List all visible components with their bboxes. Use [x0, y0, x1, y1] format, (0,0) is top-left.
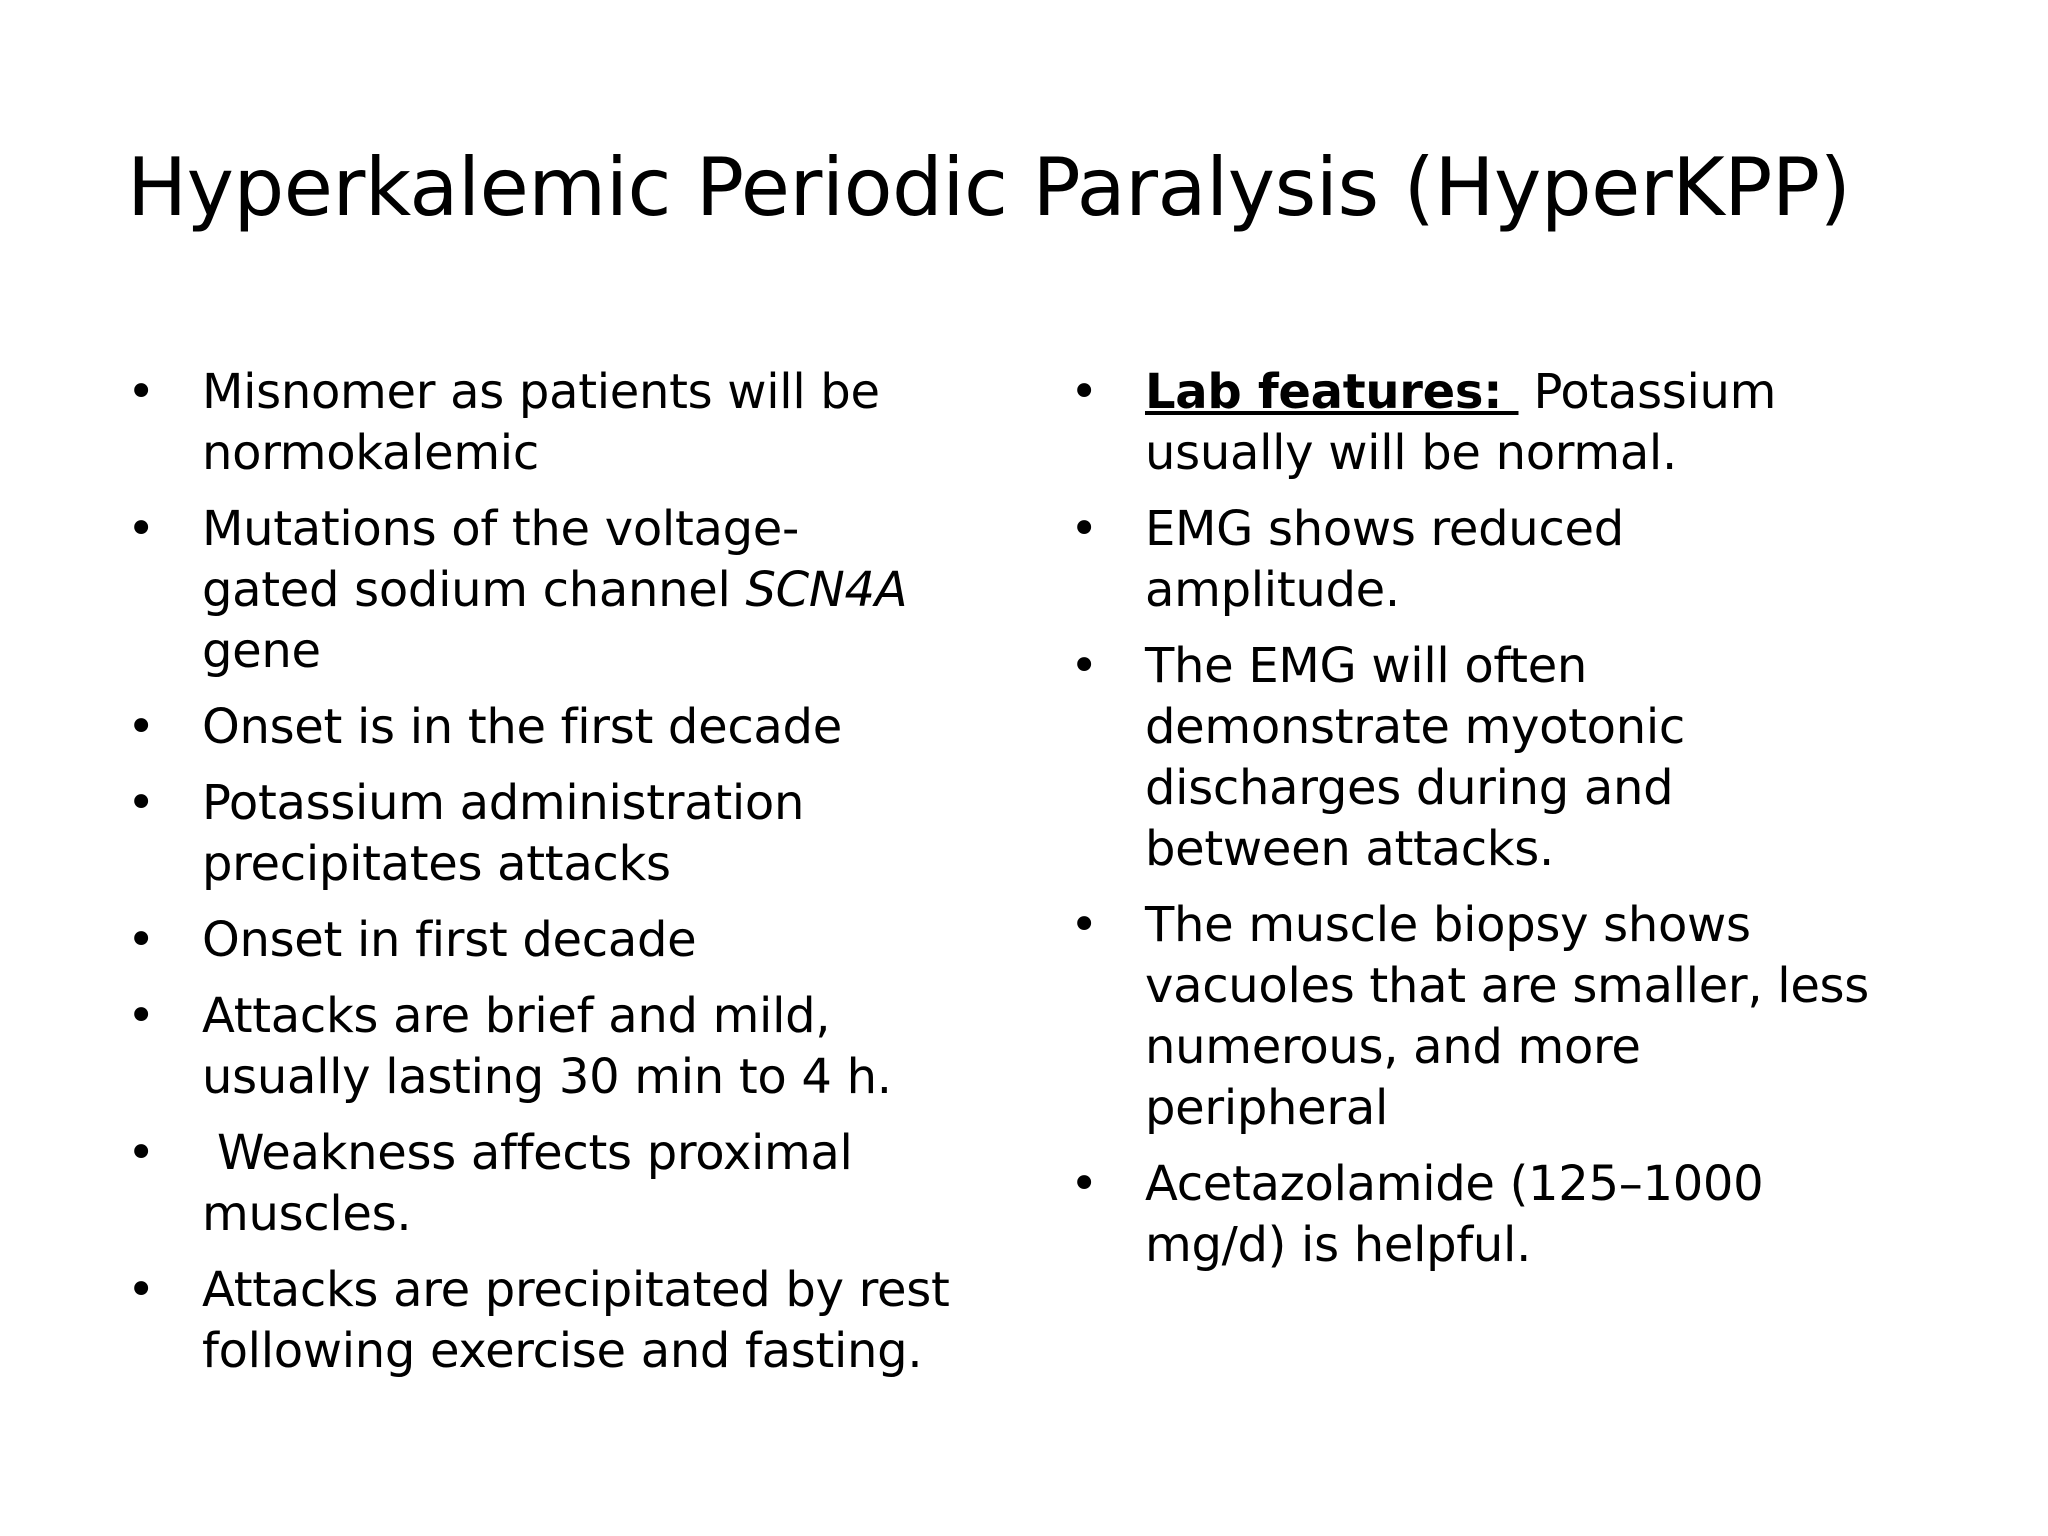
bullet-item: [1070, 362, 1970, 484]
bullet-item: [1070, 499, 1970, 621]
bullet-line: Attacks are precipitated by rest: [202, 1262, 950, 1318]
bullet-line: Onset is in the first decade: [202, 699, 842, 755]
bullet-glyph: •: [1070, 638, 1099, 694]
bullet-text: Potassium: [1518, 364, 1777, 420]
bullet-line: The EMG will often: [1145, 638, 1588, 694]
bullet-line: mg/d) is helpful.: [1145, 1217, 1532, 1273]
bullet-line: usually will be normal.: [1145, 425, 1677, 481]
left-bullet-list: [127, 362, 1027, 1397]
bullet-line: normokalemic: [202, 425, 539, 481]
bullet-item: [1070, 895, 1970, 1139]
bullet-item: [127, 986, 1027, 1108]
bullet-line: Onset in first decade: [202, 912, 697, 968]
lab-features-label: Lab features:: [1145, 364, 1519, 420]
bullet-glyph: •: [1070, 1156, 1099, 1212]
bullet-glyph: •: [127, 501, 156, 557]
bullet-item: [127, 1123, 1027, 1245]
bullet-line: usually lasting 30 min to 4 h.: [202, 1049, 892, 1105]
bullet-item: [1070, 1154, 1970, 1276]
bullet-line: muscles.: [202, 1186, 412, 1242]
bullet-item: [127, 910, 1027, 971]
bullet-line: Attacks are brief and mild,: [202, 988, 831, 1044]
bullet-glyph: •: [1070, 364, 1099, 420]
slide-title: Hyperkalemic Periodic Paralysis (HyperKPP): [127, 141, 1851, 234]
bullet-item: [127, 697, 1027, 758]
bullet-glyph: •: [1070, 897, 1099, 953]
bullet-line: gene: [202, 623, 321, 679]
gene-name: SCN4A: [745, 562, 908, 618]
bullet-line: Potassium administration: [202, 775, 805, 831]
bullet-text: gated sodium channel: [202, 562, 746, 618]
bullet-glyph: •: [127, 699, 156, 755]
bullet-line: precipitates attacks: [202, 836, 671, 892]
bullet-glyph: •: [127, 364, 156, 420]
bullet-line: vacuoles that are smaller, less: [1145, 958, 1869, 1014]
right-bullet-list: [1070, 362, 1970, 1291]
bullet-item: [127, 362, 1027, 484]
bullet-item: [1070, 636, 1970, 880]
bullet-item: [127, 773, 1027, 895]
bullet-line: [1145, 362, 1970, 423]
bullet-glyph: •: [127, 988, 156, 1044]
bullet-line: [202, 560, 1027, 621]
bullet-line: peripheral: [1145, 1080, 1388, 1136]
bullet-glyph: •: [127, 775, 156, 831]
bullet-line: following exercise and fasting.: [202, 1323, 923, 1379]
bullet-line: Mutations of the voltage-: [202, 501, 800, 557]
bullet-line: discharges during and: [1145, 760, 1674, 816]
bullet-item: [127, 499, 1027, 682]
bullet-line: Misnomer as patients will be: [202, 364, 880, 420]
bullet-line: The muscle biopsy shows: [1145, 897, 1751, 953]
bullet-glyph: •: [127, 1125, 156, 1181]
bullet-glyph: •: [127, 1262, 156, 1318]
bullet-glyph: •: [1070, 501, 1099, 557]
bullet-line: amplitude.: [1145, 562, 1400, 618]
bullet-line: EMG shows reduced: [1145, 501, 1624, 557]
bullet-line: Acetazolamide (125–1000: [1145, 1156, 1764, 1212]
bullet-line: demonstrate myotonic: [1145, 699, 1686, 755]
bullet-glyph: •: [127, 912, 156, 968]
bullet-line: Weakness affects proximal: [202, 1125, 853, 1181]
bullet-line: numerous, and more: [1145, 1019, 1641, 1075]
bullet-line: between attacks.: [1145, 821, 1554, 877]
bullet-item: [127, 1260, 1027, 1382]
